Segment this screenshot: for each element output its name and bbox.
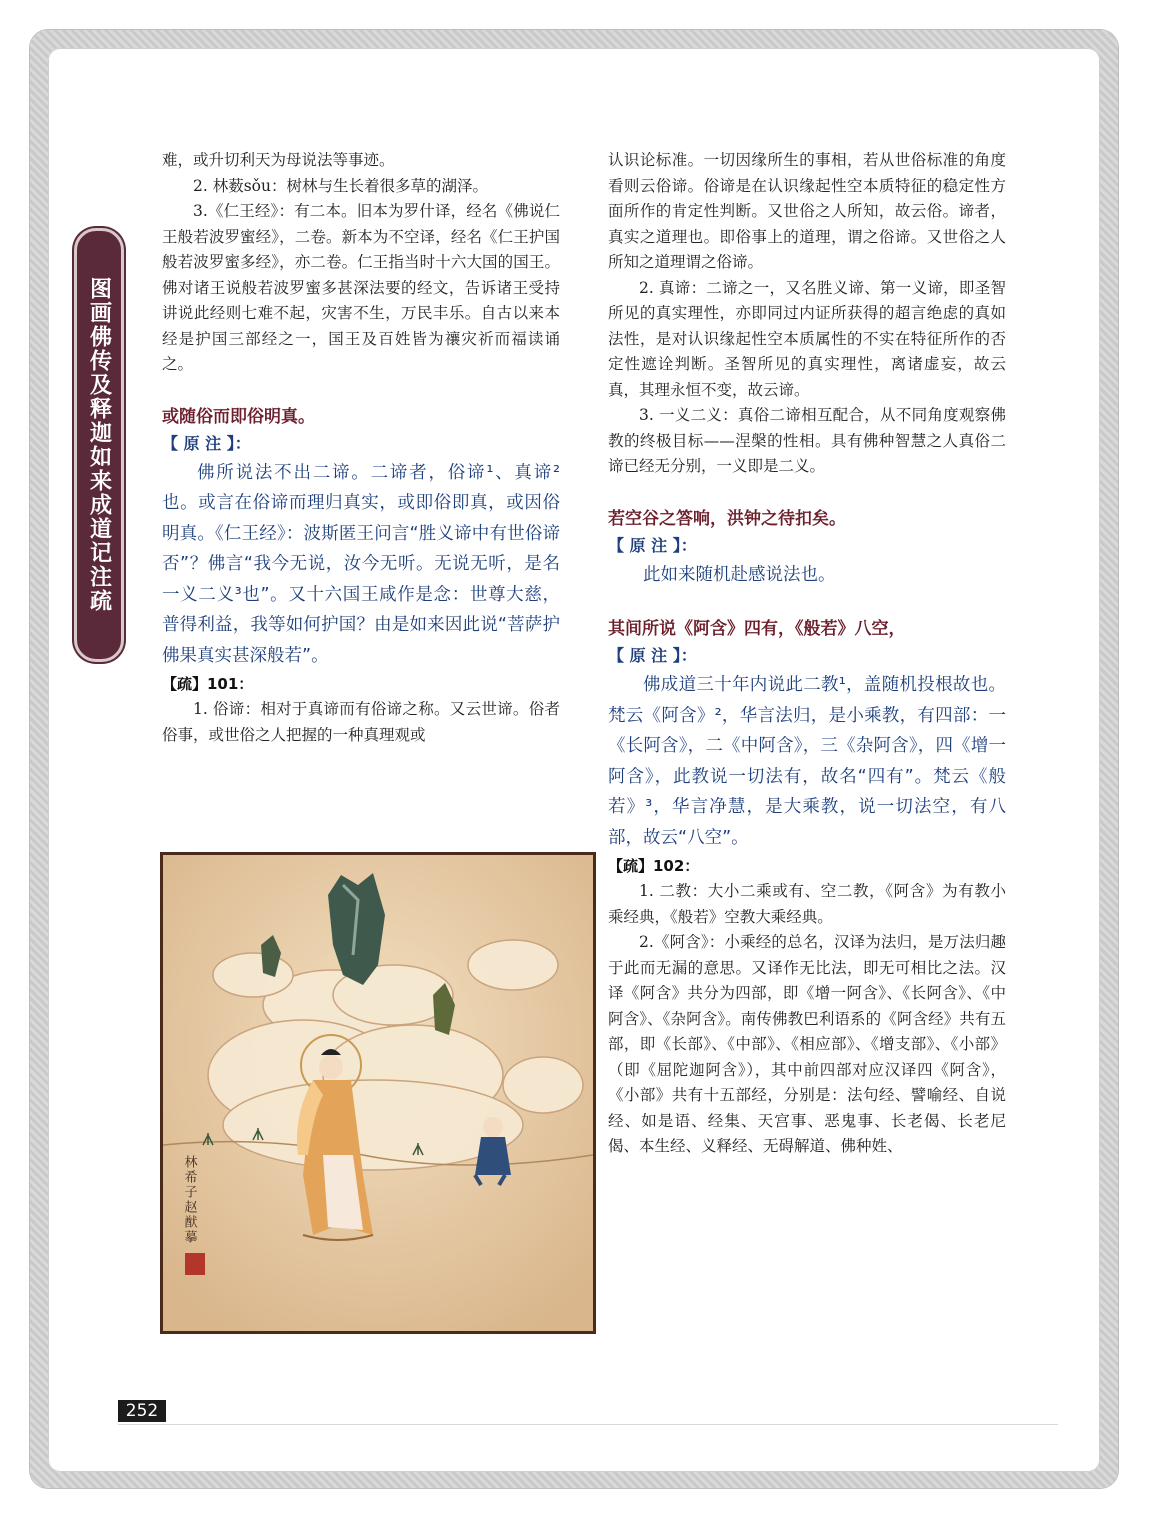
note-continuation: 难，或升切利天为母说法等事迹。 bbox=[162, 151, 395, 169]
seal-stamp bbox=[185, 1253, 205, 1275]
painting-inscription: 林希子赵猷摹 bbox=[181, 1155, 197, 1245]
note-continuation-right: 认识论标准。一切因缘所生的事相，若从世俗标准的角度看则云俗谛。俗谛是在认识缘起性空本质特征的稳定性方面所作的肯定性判断。又世俗之人所知，故云俗。谛者，真实之道理也。即俗事上的道理，谓之俗谛。又世俗之人所知之道理谓之俗谛。 bbox=[608, 151, 1006, 271]
note-2: 2. 林薮sǒu：树林与生长着很多草的湖泽。 bbox=[193, 176, 488, 195]
yuanzhu-body-2: 此如来随机赴感说法也。 bbox=[643, 564, 836, 585]
yuanzhu-body: 佛所说法不出二谛。二谛者，俗谛¹、真谛²也。或言在俗谛而理归真实，或即俗即真，或因俗明真。《仁王经》：波斯匿王问言“胜义谛中有世俗谛否”？佛言“我今无说，汝今无听。无说无听，是名一义二义³也”。又十六国王咸作是念：世尊大慈，普得利益，我等如何护国？由是如来因此说“菩萨护佛果真实甚深般若”。 bbox=[162, 462, 560, 666]
yuanzhu-label-3: 【 原 注 】： bbox=[608, 646, 697, 665]
yuanzhu-label-2: 【 原 注 】： bbox=[608, 535, 697, 555]
shu-label-2: 【疏】102： bbox=[608, 857, 700, 875]
shu-note-2-2: 2.《阿含》：小乘经的总名，汉译为法归，是万法归趣于此而无漏的意思。又译作无比法，即无可相比之法。汉译《阿含》共分为四部，即《增一阿含》、《长阿含》、《中阿含》、《杂阿含》。南传佛教巴利语系的《阿含经》共有五部，即《长部》、《中部》、《相应部》、《增支部》、《小部》（即《屈陀迦阿含》），其中前四部对应汉译四《阿含》，《小部》共有十五部经，分别是：法句经、譬喻经、自说经、如是语、经集、天宫事、恶鬼事、长老偈、长老尼偈、本生经、义释经、无碍解道、佛种姓、 bbox=[608, 933, 1006, 1155]
yuanzhu-body-3: 佛成道三十年内说此二教¹，盖随机投根故也。梵云《阿含》²，华言法归，是小乘教，有四部：一《长阿含》，二《中阿含》，三《杂阿含》，四《增一阿含》，此教说一切法有，故名“四有”。梵云《般若》³，华言净慧，是大乘教，说一切法空，有八部，故云“八空”。 bbox=[608, 675, 1006, 848]
page-number: 252 bbox=[118, 1400, 166, 1422]
footer-rule bbox=[118, 1424, 1058, 1425]
painting-illustration bbox=[163, 855, 593, 1331]
left-column bbox=[162, 148, 560, 748]
note-2-right: 2. 真谛：二谛之一，又名胜义谛、第一义谛，即圣智所见的真实理性，亦即同过内证所获得的超言绝虑的真如法性，是对认识缘起性空本质属性的不实在特征所作的否定性遮诠判断。圣智所见的真实理性，离诸虚妄，故云真，其理永恒不变，故云谛。 bbox=[608, 278, 1006, 399]
shu-note-2-1: 1. 二教：大小二乘或有、空二教，《阿含》为有教小乘经典，《般若》空教大乘经典。 bbox=[608, 882, 1006, 926]
yuanzhu-label: 【 原 注 】： bbox=[162, 433, 251, 453]
section-heading: 或随俗而即俗明真。 bbox=[162, 406, 315, 427]
painting bbox=[160, 852, 596, 1334]
note-3-right: 3. 一义二义：真俗二谛相互配合，从不同角度观察佛教的终极目标——涅槃的性相。具有佛种智慧之人真俗二谛已经无分别，一义即是二义。 bbox=[608, 406, 1006, 475]
section-heading-2: 若空谷之答响，洪钟之待扣矣。 bbox=[608, 508, 846, 529]
side-book-title: 图画佛传及释迦如来成道记注疏 bbox=[74, 228, 124, 662]
section-heading-3: 其间所说《阿含》四有，《般若》八空， bbox=[608, 619, 906, 639]
right-column bbox=[608, 148, 1006, 1160]
note-3: 3.《仁王经》：有二本。旧本为罗什译，经名《佛说仁王般若波罗蜜经》，二卷。新本为不空译，经名《仁王护国般若波罗蜜多经》，亦二卷。仁王指当时十六大国的国王。佛对诸王说般若波罗蜜多甚深法要的经文，告诉诸王受持讲说此经则七难不起，灾害不生，万民丰乐。自古以来本经是护国三部经之一，国王及百姓皆为禳灾祈而福读诵之。 bbox=[162, 202, 560, 373]
shu-label: 【疏】101： bbox=[162, 675, 254, 693]
shu-note-1: 1. 俗谛：相对于真谛而有俗谛之称。又云世谛。俗者俗事，或世俗之人把握的一种真理观或 bbox=[162, 700, 560, 744]
